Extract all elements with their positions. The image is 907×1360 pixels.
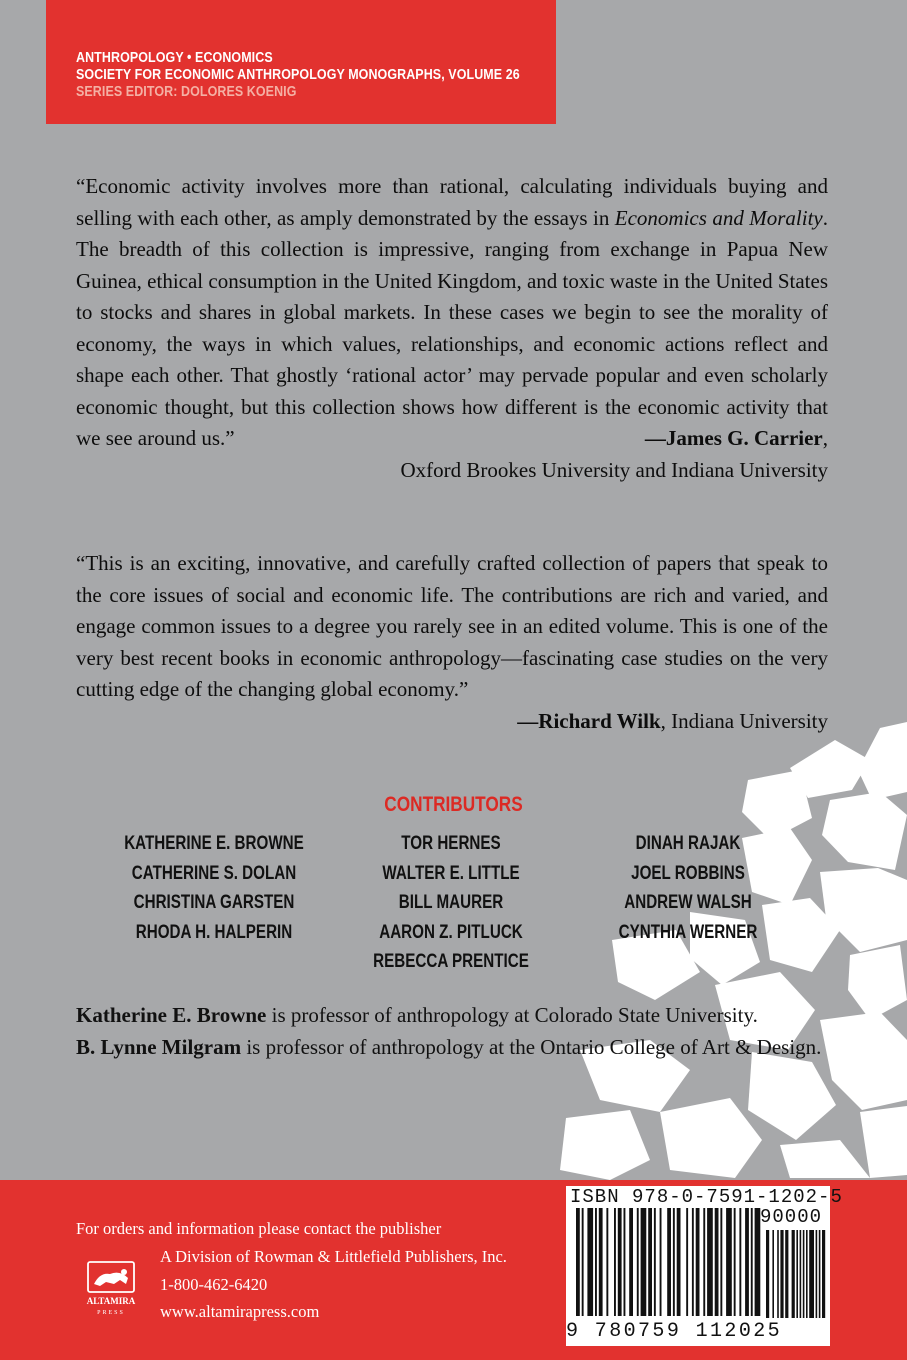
series-editor: SERIES EDITOR: DOLORES KOENIG [76, 84, 297, 100]
publisher-website: www.altamirapress.com [160, 1302, 320, 1321]
barcode-bar [648, 1208, 652, 1316]
endorsement-carrier [76, 171, 828, 486]
barcode-addon-bar [809, 1230, 814, 1318]
barcode-addon-bar [772, 1230, 774, 1318]
barcode-bar [745, 1208, 749, 1316]
barcode-addon-bar [780, 1230, 783, 1318]
contributor-name: WALTER E. LITTLE [382, 862, 520, 884]
contributor-name: KATHERINE E. BROWNE [124, 833, 304, 854]
ean-digits: 9 780759 112025 [566, 1320, 783, 1343]
barcode-bar [629, 1208, 633, 1316]
barcode-bar [673, 1208, 675, 1316]
barcode-bar [707, 1208, 713, 1316]
publisher-details [160, 1243, 507, 1326]
contributor-name: TOR HERNES [401, 833, 501, 854]
barcode-bar [677, 1208, 681, 1316]
barcode-bar [720, 1208, 722, 1316]
publisher-contact: For orders and information please contact the publisher [76, 1219, 442, 1238]
barcode-bar [726, 1208, 732, 1316]
quote-author: —James G. Carrier [644, 426, 823, 450]
barcode-bar [660, 1208, 662, 1316]
contributor-name: ANDREW WALSH [624, 892, 752, 913]
quote-attribution: —James G. Carrier, [644, 426, 828, 450]
logo-press: PRESS [97, 1310, 125, 1316]
publisher-phone: 1-800-462-6420 [160, 1274, 268, 1294]
barcode-bar [595, 1208, 597, 1316]
barcode-bar [618, 1208, 622, 1316]
barcode-addon-bar [822, 1230, 825, 1318]
barcode-addon-bar [796, 1230, 798, 1318]
series-info [76, 50, 520, 101]
contributor-name: REBECCA PRENTICE [373, 951, 529, 972]
barcode-addon-bar [777, 1230, 779, 1318]
price-code: 90000 [760, 1206, 823, 1228]
barcode-bar [641, 1208, 647, 1316]
quote-text: “This is an exciting, innovative, and carefully crafted collection of papers that speak to the core issues of social and economic life. The contributions are rich and varied, and engage common issues to a degree you rarely see in an edited volume. This is one of the very best recent books in economic anthropology—fascinating case studies on the very cutting edge of the changing global economy.” [76, 551, 828, 701]
quote-text-part2: . The breadth of this collection is impressive, ranging from exchange in Papua New Guinea, ethical consumption in the United Kingdom, and toxic waste in the United States to stocks and shares in global markets. In these cases we begin to see the morality of economy, the ways in which values, relationships, and economic actions reflect and shape each other. That ghostly ‘rational actor’ may pervade popular and even scholarly economic thought, but this collection shows how different is the economic activity that we see around us.” [76, 205, 828, 450]
book-title: Economics and Morality [614, 205, 823, 230]
endorsement-wilk [76, 548, 828, 737]
quote-affiliation: , Indiana University [660, 708, 828, 733]
quote-affiliation: Oxford Brookes University and Indiana University [400, 457, 828, 482]
barcode-bar [703, 1208, 705, 1316]
quote-author: —Richard Wilk [517, 708, 661, 733]
contributor-name: CATHERINE S. DOLAN [131, 862, 297, 884]
contributor-name: DINAH RAJAK [635, 833, 741, 854]
barcode-bar [734, 1208, 736, 1316]
contributor-name: RHODA H. HALPERIN [135, 921, 293, 943]
barcode-bar [739, 1208, 741, 1316]
barcode-bar [614, 1208, 616, 1316]
series-subjects: ANTHROPOLOGY • ECONOMICS [76, 50, 273, 66]
barcode-bar [692, 1208, 694, 1316]
barcode-addon-bar [803, 1230, 805, 1318]
barcode-bar [686, 1208, 688, 1316]
contributor-name: CHRISTINA GARSTEN [133, 892, 295, 913]
logo-wordmark: ALTAMIRA [86, 1296, 136, 1306]
barcode-bar [624, 1208, 626, 1316]
contributor-name: CYNTHIA WERNER [618, 921, 758, 943]
barcode-addon-bar [785, 1230, 788, 1318]
barcode-bar [576, 1208, 580, 1316]
contributor-name: AARON Z. PITLUCK [379, 921, 523, 943]
barcode-bar [751, 1208, 753, 1316]
barcode-addon-bar [816, 1230, 818, 1318]
contributors-column-3 [538, 829, 838, 947]
barcode-bar [599, 1208, 603, 1316]
barcode-bar [582, 1208, 584, 1316]
barcode-bar [755, 1208, 761, 1316]
barcode-bar [606, 1208, 608, 1316]
contributor-name: BILL MAURER [398, 892, 504, 913]
barcode-bar [696, 1208, 700, 1316]
bio-browne: Katherine E. Browne is professor of anthropology at Colorado State University. [76, 1003, 758, 1027]
barcode-addon-bar [766, 1230, 769, 1318]
editor-bios [76, 1000, 836, 1063]
quote-text-part1: “Economic activity involves more than rational, calculating individuals buying and selling with each other, as amply demonstrated by the essays in [76, 174, 828, 230]
quote-attribution [76, 706, 828, 738]
bio-milgram: B. Lynne Milgram is professor of anthropology at the Ontario College of Art & Design. [76, 1034, 822, 1059]
barcode-bars [576, 1208, 826, 1324]
series-title: SOCIETY FOR ECONOMIC ANTHROPOLOGY MONOGRAPHS, VOLUME 26 [76, 67, 520, 83]
barcode-addon-bar [819, 1230, 821, 1318]
isbn-label: ISBN 978-0-7591-1202-5 [570, 1186, 843, 1208]
barcode-bar [587, 1208, 593, 1316]
contributor-name: JOEL ROBBINS [631, 862, 745, 884]
barcode-bar [715, 1208, 719, 1316]
altamira-logo-icon [80, 1258, 142, 1320]
barcode-addon-bar [792, 1230, 795, 1318]
barcode-addon-bar [800, 1230, 802, 1318]
barcode-bar [637, 1208, 639, 1316]
barcode-bar [667, 1208, 671, 1316]
barcode-bar [654, 1208, 656, 1316]
barcode-addon-bar [806, 1230, 808, 1318]
publisher-division: A Division of Rowman & Littlefield Publishers, Inc. [160, 1247, 507, 1266]
contributors-heading: CONTRIBUTORS [384, 793, 523, 816]
